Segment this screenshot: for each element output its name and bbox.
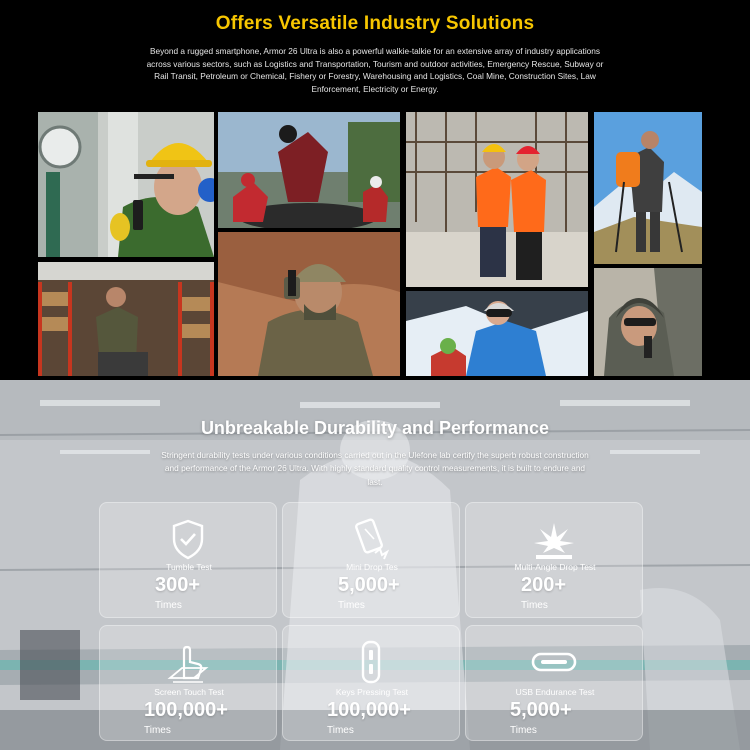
durability-title: Unbreakable Durability and Performance — [200, 418, 550, 438]
test-label: Tumble Test — [166, 562, 212, 572]
test-label: Mini Drop Tes — [346, 562, 398, 572]
test-card-usb-endurance — [465, 625, 643, 741]
test-unit: Times — [155, 600, 182, 611]
test-card-keys-pressing — [282, 625, 460, 741]
photo-industrial-worker — [38, 112, 214, 257]
photo-rescue-team — [218, 112, 400, 228]
shield-check-icon — [164, 515, 212, 563]
impact-icon — [530, 515, 578, 563]
phone-drop-icon — [347, 515, 395, 563]
test-unit: Times — [338, 600, 365, 611]
photo-skiers — [406, 291, 588, 376]
test-unit: Times — [510, 725, 537, 736]
photo-warehouse — [38, 262, 214, 376]
photo-climber — [594, 268, 702, 376]
test-card-screen-touch — [99, 625, 277, 741]
key-press-icon — [347, 638, 395, 686]
test-card-multi-angle-drop — [465, 502, 643, 618]
durability-section — [0, 380, 750, 750]
photo-construction-site — [406, 112, 588, 287]
industry-description: Beyond a rugged smartphone, Armor 26 Ultra is also a powerful walkie-talkie for an extensive array of industry applications across various sectors, such as Logistics and Transportation, Tourism and outdoor activities, Emergency Rescue, Subway or Rail Transit, Petroleum or Chemical, Fishery or Forestry, Warehousing and Logistics, Coal Mine, Construction Sites, Law Enforcement, Electricity or Energy. — [146, 46, 604, 94]
test-label: Screen Touch Test — [154, 687, 224, 697]
test-unit: Times — [327, 725, 354, 736]
test-unit: Times — [521, 600, 548, 611]
test-value: 100,000+ — [327, 699, 411, 721]
test-value: 5,000+ — [338, 574, 400, 596]
industry-title: Offers Versatile Industry Solutions — [215, 13, 535, 34]
test-label: Keys Pressing Test — [335, 687, 409, 697]
test-value: 300+ — [155, 574, 201, 596]
test-label: Multi-Angle Drop Test — [514, 562, 596, 572]
photo-tactical-operator — [218, 232, 400, 376]
usb-c-icon — [530, 638, 578, 686]
test-card-tumble — [99, 502, 277, 618]
touch-icon — [164, 638, 212, 686]
photo-mountain-hiker — [594, 112, 702, 264]
durability-description: Stringent durability tests under various conditions carried out in the Ulefone lab certify the superb robust construction and performance of the Armor 26 Ultra. With highly standard quality control measurements, it is built to endure and last. — [161, 450, 589, 487]
test-label: USB Endurance Test — [515, 687, 595, 697]
test-value: 200+ — [521, 574, 567, 596]
test-value: 5,000+ — [510, 699, 572, 721]
test-unit: Times — [144, 725, 171, 736]
test-value: 100,000+ — [144, 699, 228, 721]
test-card-mini-drop — [282, 502, 460, 618]
